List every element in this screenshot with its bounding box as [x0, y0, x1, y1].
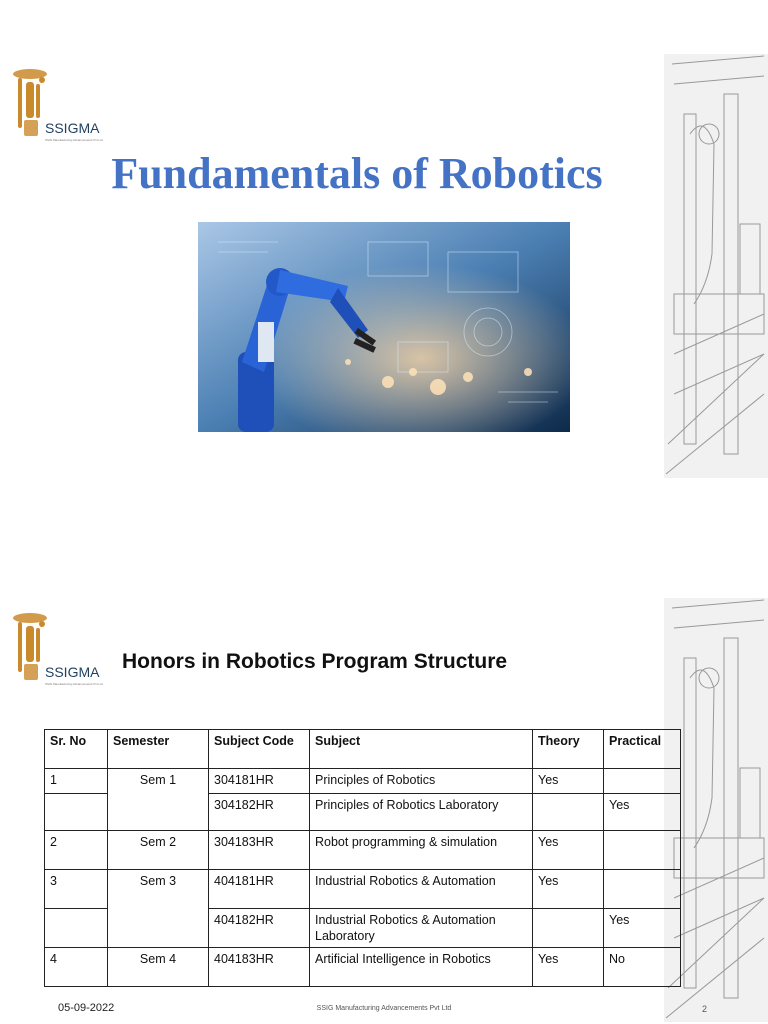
cell-code: 304181HR: [209, 769, 310, 794]
header-semester: Semester: [108, 730, 209, 769]
cell-sr: [45, 794, 108, 831]
cell-code: 404181HR: [209, 870, 310, 909]
cell-subject: Principles of Robotics Laboratory: [310, 794, 533, 831]
header-sr-no: Sr. No: [45, 730, 108, 769]
cell-semester: Sem 1: [108, 769, 209, 831]
cell-subject: Principles of Robotics: [310, 769, 533, 794]
table-row: [45, 948, 681, 987]
cell-sr: 1: [45, 769, 108, 794]
cell-subject: Robot programming & simulation: [310, 831, 533, 870]
cell-theory: Yes: [533, 948, 604, 987]
logo-wordmark: SSIGMA: [45, 664, 100, 680]
header-subject: Subject: [310, 730, 533, 769]
cell-semester: Sem 4: [108, 948, 209, 987]
ssigma-logo: [10, 606, 106, 692]
footer-company: SSIG Manufacturing Advancements Pvt Ltd: [316, 1005, 452, 1012]
header-practical: Practical: [604, 730, 681, 769]
slide-2: [0, 512, 768, 1024]
robot-arm-image: [198, 222, 570, 432]
cell-sr: 2: [45, 831, 108, 870]
cell-theory: Yes: [533, 831, 604, 870]
cell-theory: Yes: [533, 769, 604, 794]
cell-practical: Yes: [604, 794, 681, 831]
table-row: [45, 831, 681, 870]
cell-code: 304182HR: [209, 794, 310, 831]
cell-code: 404183HR: [209, 948, 310, 987]
logo-tagline: SSIG Manufacturing Advancements Pvt Ltd: [45, 138, 103, 142]
cell-subject: Artificial Intelligence in Robotics: [310, 948, 533, 987]
cell-theory: [533, 909, 604, 948]
header-theory: Theory: [533, 730, 604, 769]
cell-sr: 3: [45, 870, 108, 909]
cell-practical: Yes: [604, 909, 681, 948]
cell-practical: [604, 769, 681, 794]
page-number: 2: [702, 1004, 708, 1014]
table-row: [45, 870, 681, 909]
slide-title: Fundamentals of Robotics: [111, 149, 603, 198]
logo-wordmark: SSIGMA: [45, 120, 100, 136]
cell-sr: [45, 909, 108, 948]
header-subject-code: Subject Code: [209, 730, 310, 769]
table-row: [45, 769, 681, 794]
program-structure-table: [44, 729, 681, 987]
cell-semester: Sem 2: [108, 831, 209, 870]
ssigma-logo: [10, 62, 106, 148]
slide-title: Honors in Robotics Program Structure: [122, 650, 508, 673]
logo-tagline: SSIG Manufacturing Advancements Pvt Ltd: [45, 682, 103, 686]
cell-subject: Industrial Robotics & Automation: [310, 870, 533, 909]
cell-practical: [604, 831, 681, 870]
cell-practical: [604, 870, 681, 909]
table-header-row: [45, 730, 681, 769]
cell-code: 404182HR: [209, 909, 310, 948]
cell-semester: Sem 3: [108, 870, 209, 948]
cell-theory: [533, 794, 604, 831]
footer-date: 05-09-2022: [58, 1002, 115, 1014]
cell-code: 304183HR: [209, 831, 310, 870]
cell-sr: 4: [45, 948, 108, 987]
robot-sketch-image: [664, 54, 768, 478]
cell-theory: Yes: [533, 870, 604, 909]
cell-subject: Industrial Robotics & Automation Laboratory: [310, 909, 533, 948]
cell-practical: No: [604, 948, 681, 987]
